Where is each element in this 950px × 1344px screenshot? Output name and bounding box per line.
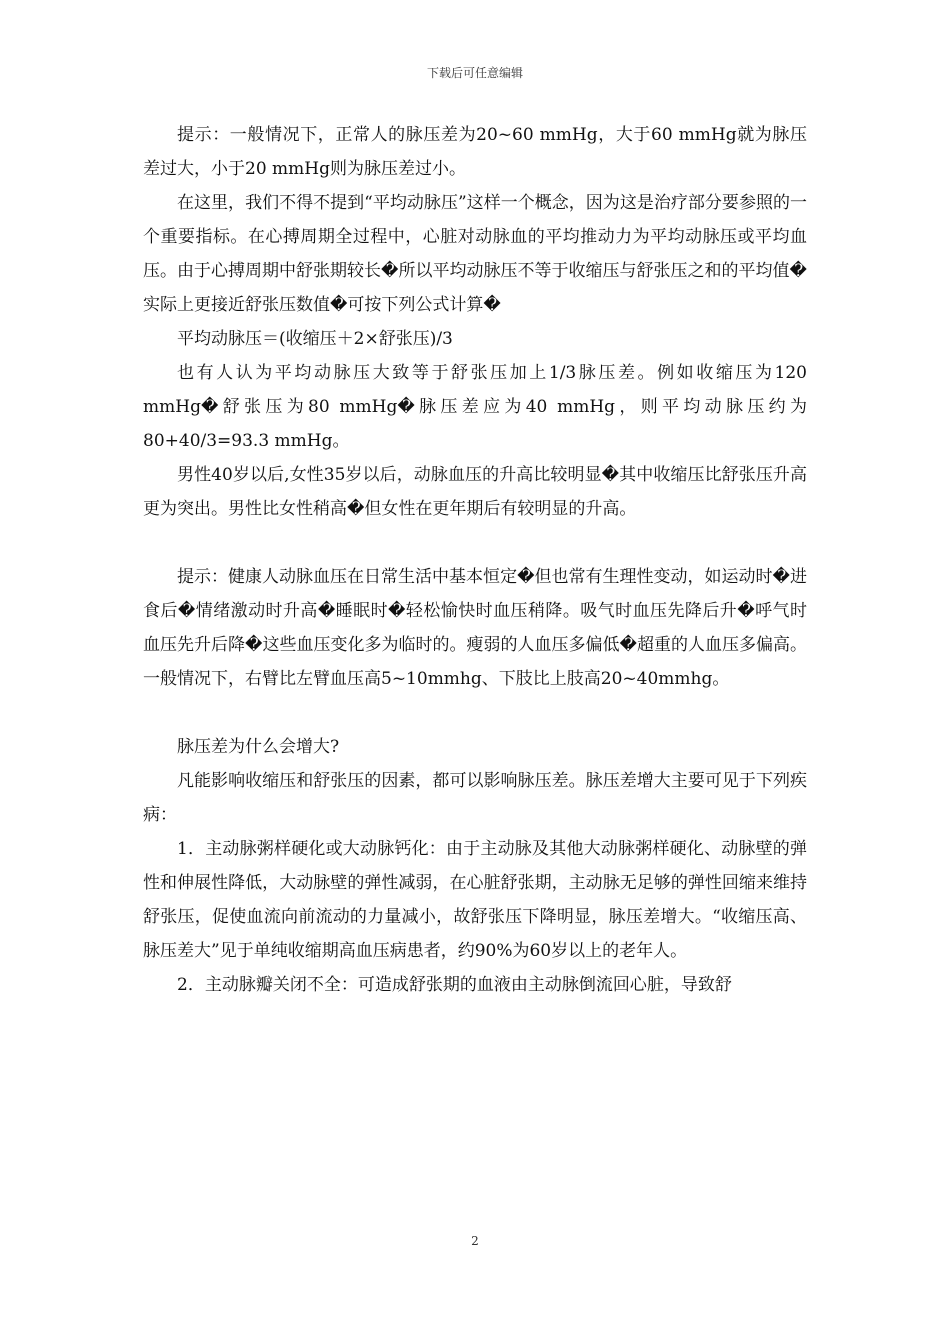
paragraph-gap: [143, 526, 807, 560]
mean-arterial-pressure-example: 也有人认为平均动脉压大致等于舒张压加上1/3脉压差。例如收缩压为120 mmHg�舒张压为80 mmHg�脉压差应为40 mmHg，则平均动脉压约为80+40/3=93.3 mmHg。: [143, 363, 813, 451]
section-heading: 脉压差为什么会增大?: [177, 737, 340, 757]
cause-item-1: 1．主动脉粥样硬化或大动脉钙化：由于主动脉及其他大动脉粥样硬化、动脉壁的弹性和伸展性降低，大动脉壁的弹性减弱，在心脏舒张期，主动脉无足够的弹性回缩来维持舒张压，促使血流向前流动的力量减小，故舒张压下降明显，脉压差增大。“收缩压高、脉压差大”见于单纯收缩期高血压病患者，约90%为60岁以上的老年人。: [143, 839, 807, 961]
age-gender-paragraph: 男性40岁以后,女性35岁以后，动脉血压的升高比较明显�其中收缩压比舒张压升高更为突出。男性比女性稍高�但女性在更年期后有较明显的升高。: [143, 465, 807, 519]
mean-arterial-pressure-formula: 平均动脉压＝(收缩压＋2×舒张压)/3: [177, 329, 453, 349]
tip-physiological-variation: 提示：健康人动脉血压在日常生活中基本恒定�但也常有生理性变动，如运动时�进食后�情绪激动时升高�睡眠时�轻松愉快时血压稍降。吸气时血压先降后升�呼气时血压先升后降�这些血压变化多为临时的。瘦弱的人血压多偏低�超重的人血压多偏高。 一般情况下，右臂比左臂血压高5~10mmhg、下肢比上肢高20~40mmhg。: [143, 567, 813, 689]
page-number: 2: [471, 1234, 479, 1248]
page-header: 下载后可任意编辑: [426, 66, 523, 80]
tip-pulse-pressure-range: 提示：一般情况下，正常人的脉压差为20~60 mmHg，大于60 mmHg就为脉压差过大，小于20 mmHg则为脉压差过小。: [143, 125, 807, 179]
cause-item-2: 2．主动脉瓣关闭不全：可造成舒张期的血液由主动脉倒流回心脏，导致舒: [177, 975, 732, 995]
document-body: [143, 118, 813, 1002]
mean-arterial-pressure-intro: 在这里，我们不得不提到“平均动脉压”这样一个概念，因为这是治疗部分要参照的一个重要指标。在心搏周期全过程中，心脏对动脉血的平均推动力为平均动脉压或平均血压。由于心搏周期中舒张期较长�所以平均动脉压不等于收缩压与舒张压之和的平均值�实际上更接近舒张压数值�可按下列公式计算�: [143, 193, 807, 315]
causes-intro: 凡能影响收缩压和舒张压的因素，都可以影响脉压差。脉压差增大主要可见于下列疾病：: [143, 771, 807, 825]
paragraph-gap: [143, 696, 807, 730]
